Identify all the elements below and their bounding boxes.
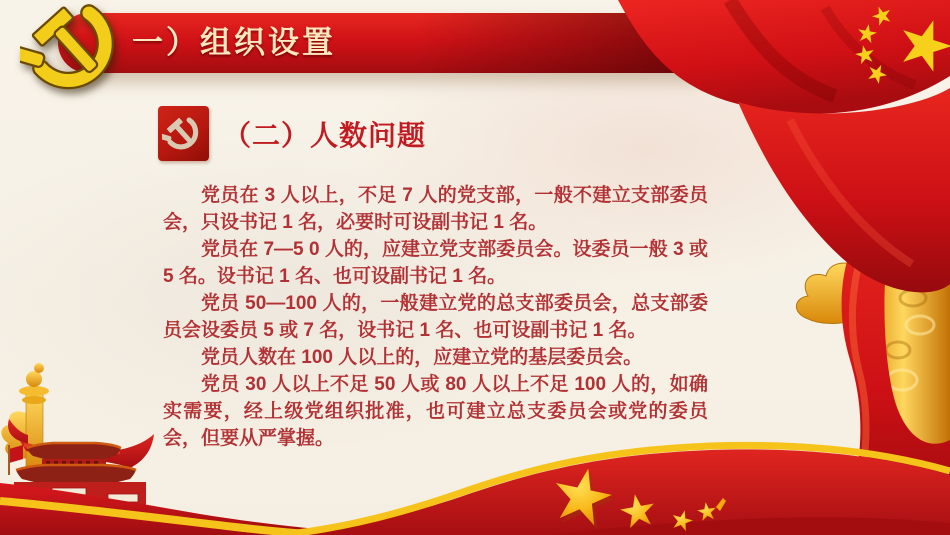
small-flag [9,445,23,463]
party-emblem-icon [20,0,132,96]
body-text [163,182,708,452]
flag-stars [854,3,950,85]
red-ribbon [8,419,154,468]
heading-title: （二）人数问题 [223,119,427,151]
huabiao-pillar-decoration [780,140,950,535]
banner-title: 一）组织设置 [132,25,336,60]
paragraph: 党员人数在 100 人以上的，应建立党的基层委员会。 [201,347,643,368]
gold-stars-decoration [549,463,726,533]
paragraph: 党员在 7—5 0 人的，应建立党支部委员会。设委员一般 3 或 5 名。设书记 1 名、也可设副书记 1 名。 [163,239,708,287]
heading-emblem-icon [158,106,209,161]
paragraph: 党员 50—100 人的，一般建立党的总支部委员会，总支部委员会设委员 5 或 7 名，设书记 1 名、也可设副书记 1 名。 [163,293,708,341]
tiananmen-illustration [14,443,146,513]
title-banner [58,13,706,73]
section-heading [158,106,426,161]
small-huabiao-pillar [1,363,49,471]
red-fabric [842,218,950,535]
paragraph: 党员在 3 人以上，不足 7 人的党支部，一般不建立支部委员会，只设书记 1 名，必要时可设副书记 1 名。 [163,185,708,233]
left-wave [0,483,430,535]
paragraph: 党员 30 人以上不足 50 人或 80 人以上不足 100 人的，如确实需要，经上级党组织批准，也可建立总支委员会或党的委员会，但要从严掌握。 [163,374,708,449]
right-wave [288,445,950,535]
cloud-wing [796,263,876,323]
